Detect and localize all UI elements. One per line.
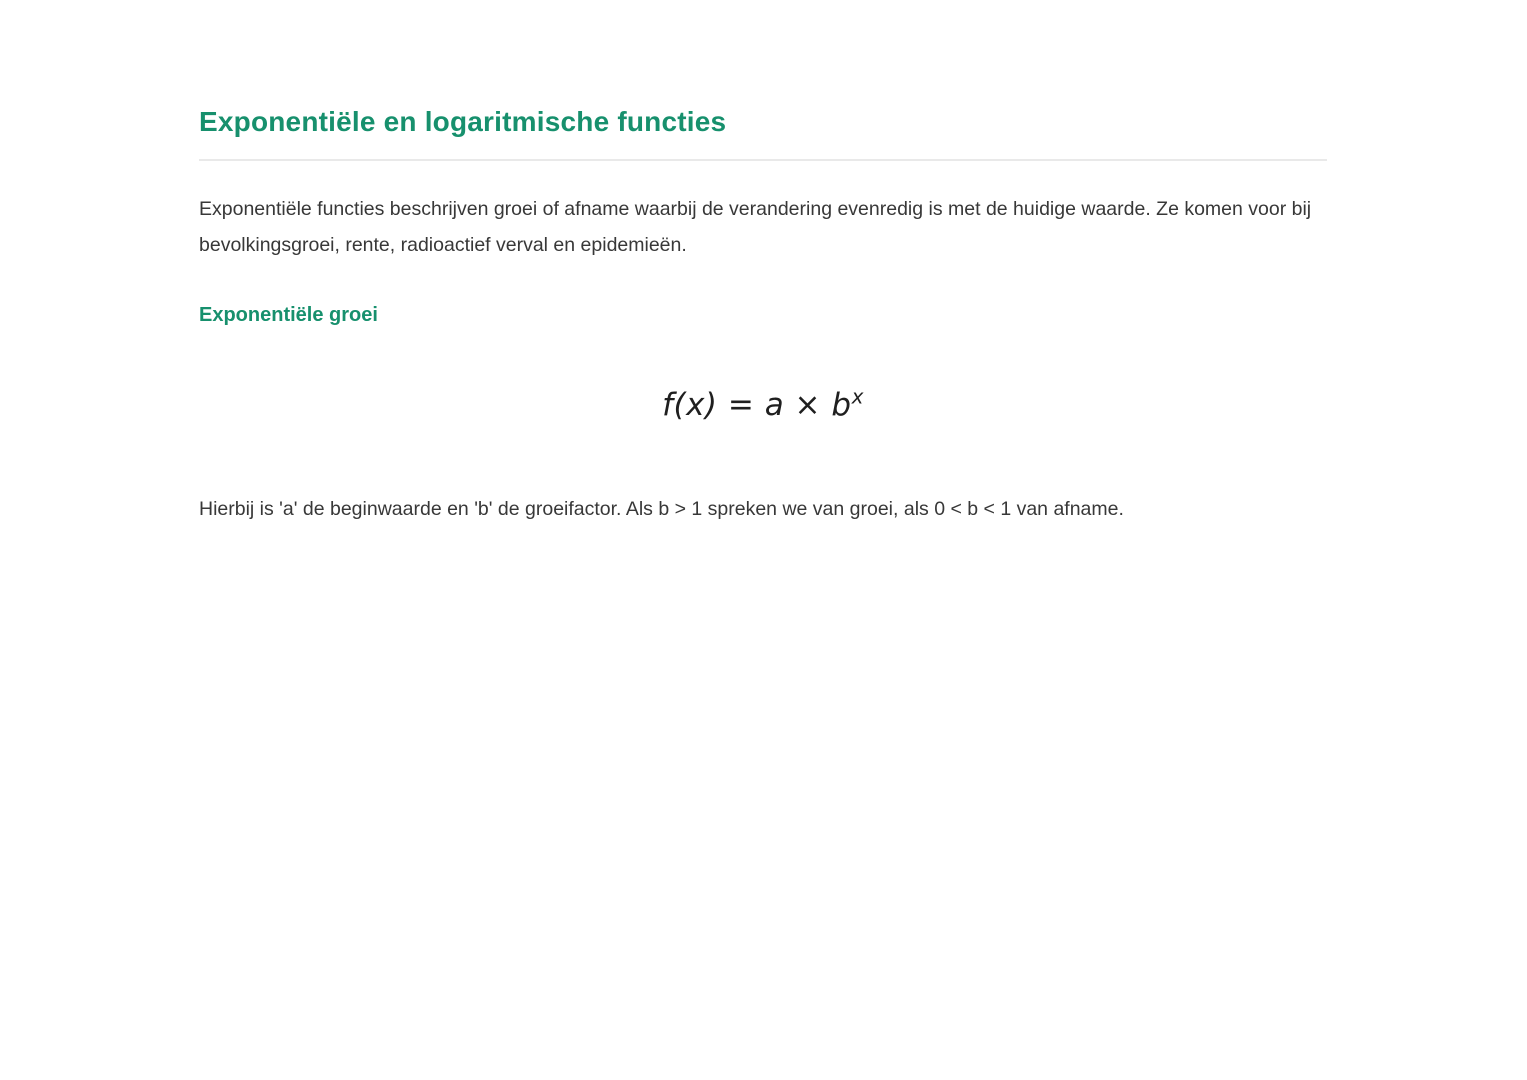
section-heading: Exponentiële groei <box>199 304 378 327</box>
intro-paragraph: Exponentiële functies beschrijven groei of afname waarbij de verandering evenredig is met de huidige waarde. Ze komen voor bij bevolkingsgroei, rente, radioactief verval en epidemieën. <box>199 198 1312 257</box>
formula-figure <box>199 385 1327 427</box>
closing-paragraph: Hierbij is 'a' de beginwaarde en 'b' de groeifactor. Als b > 1 spreken we van groei, als 0 < b < 1 van afname. <box>199 498 1124 521</box>
title-divider <box>199 159 1327 161</box>
math-formula <box>662 385 864 427</box>
formula-base: f(x) = a × b <box>662 387 852 424</box>
formula-exponent: x <box>851 385 864 410</box>
document-page <box>0 0 1327 527</box>
page-title: Exponentiële en logaritmische functies <box>199 106 727 137</box>
